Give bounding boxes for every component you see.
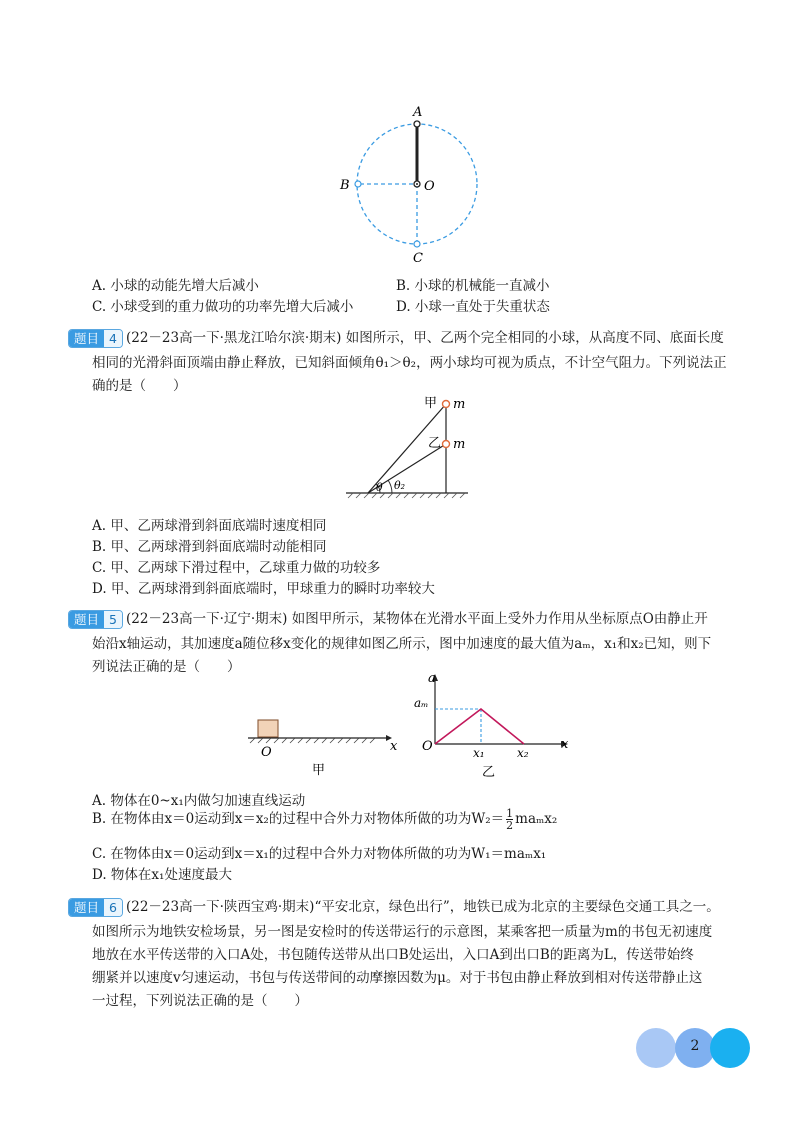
- q6-badge-number: 6: [104, 899, 122, 916]
- label-o: O: [424, 179, 435, 194]
- q5-option-d: D. 物体在x₁处速度最大: [92, 867, 232, 883]
- fraction-half: [506, 808, 513, 831]
- q4-line-1: (22－23高一下·黑龙江哈尔滨·期末) 如图所示，甲、乙两个完全相同的小球，从高度不同、底面长度: [125, 330, 724, 346]
- ball-yi: [443, 441, 450, 448]
- yi-label-x1: x₁: [473, 746, 485, 760]
- q3-option-d: D. 小球一直处于失重状态: [396, 299, 550, 315]
- incline-figure: [340, 390, 480, 500]
- q4-line-2: 相同的光滑斜面顶端由静止释放，已知斜面倾角θ₁＞θ₂，两小球均可视为质点，不计空气阻力。下列说法正: [92, 355, 727, 371]
- q5-badge: [68, 610, 123, 629]
- label-jia: 甲: [424, 396, 438, 411]
- label-c: C: [413, 251, 423, 266]
- fraction-numerator: 1: [506, 807, 514, 820]
- q6-line-4: 绷紧并以速度v匀速运动，书包与传送带间的动摩擦因数为μ。对于书包由静止释放到相对传送带静止这: [92, 970, 703, 986]
- q3-option-c: C. 小球受到的重力做功的功率先增大后减小: [92, 299, 354, 315]
- q4-badge-label: 题目: [69, 330, 104, 347]
- angle-arc-2: [388, 480, 392, 493]
- q4-badge-number: 4: [104, 330, 122, 347]
- q6-line-3: 地放在水平传送带的入口A处，书包随传送带从出口B处运出，入口A到出口B的距离为L，传送带始终: [92, 947, 694, 963]
- jia-label-o: O: [261, 745, 272, 760]
- q5-line-3: 列说法正确的是（ ）: [92, 659, 241, 675]
- yi-caption: 乙: [482, 765, 496, 780]
- q6-badge-label: 题目: [69, 899, 104, 916]
- page-circle-left: [636, 1028, 676, 1068]
- point-o-dot: [416, 183, 418, 185]
- q6-line-5: 一过程，下列说法正确的是（ ）: [92, 993, 308, 1009]
- page-number: 2: [690, 1038, 700, 1054]
- q5-badge-number: 5: [104, 611, 122, 628]
- q5-head: [68, 607, 708, 629]
- q5-line-1: (22－23高一下·辽宁·期末) 如图甲所示，某物体在光滑水平面上受外力作用从坐标原点O由静止开: [125, 611, 708, 627]
- label-m1: m: [453, 397, 466, 412]
- q5-option-b-text: B. 在物体由x＝0运动到x＝x₂的过程中合外力对物体所做的功为W₂＝: [92, 811, 505, 827]
- q5-option-b: [92, 807, 557, 831]
- yi-label-a: a: [428, 671, 436, 686]
- point-c: [414, 241, 420, 247]
- figure-yi: [410, 670, 580, 782]
- circle-figure: [330, 100, 500, 270]
- q6-line-1: (22－23高一下·陕西宝鸡·期末)“平安北京，绿色出行”，地铁已成为北京的主要绿色交通工具之一。: [125, 899, 720, 915]
- q6-line-2: 如图所示为地铁安检场景，另一图是安检时的传送带运行的示意图，某乘客把一质量为m的书包无初速度: [92, 924, 713, 940]
- label-yi: 乙: [428, 436, 442, 451]
- label-a: A: [413, 105, 423, 120]
- q4-badge: [68, 329, 123, 348]
- jia-hatch: [250, 738, 375, 743]
- label-theta1: θ: [376, 481, 383, 494]
- q3-option-b: B. 小球的机械能一直减小: [396, 278, 550, 294]
- jia-label-x: x: [390, 739, 398, 754]
- point-b: [355, 181, 361, 187]
- q5-line-2: 始沿x轴运动，其加速度a随位移x变化的规律如图乙所示，图中加速度的最大值为aₘ，x₁和x₂已知，则下: [92, 636, 712, 652]
- q5-option-b-tail: maₘx₂: [515, 811, 558, 827]
- yi-label-x: x: [561, 737, 569, 752]
- q4-option-a: A. 甲、乙两球滑到斜面底端时速度相同: [92, 518, 327, 534]
- q4-option-d: D. 甲、乙两球滑到斜面底端时，甲球重力的瞬时功率较大: [92, 581, 435, 597]
- object-block: [258, 720, 278, 737]
- yi-label-x2: x₂: [517, 746, 529, 760]
- figure-jia: [240, 710, 410, 780]
- yi-curve: [435, 709, 524, 744]
- ground-hatch: [348, 493, 465, 498]
- q4-line-3: 确的是（ ）: [92, 378, 187, 394]
- q3-option-a: A. 小球的动能先增大后减小: [92, 278, 259, 294]
- label-b: B: [340, 178, 350, 193]
- label-m2: m: [453, 437, 466, 452]
- yi-label-am: aₘ: [414, 696, 429, 710]
- q4-option-c: C. 甲、乙两球下滑过程中，乙球重力做的功较多: [92, 560, 381, 576]
- q6-badge: [68, 898, 123, 917]
- q4-option-b: B. 甲、乙两球滑到斜面底端时动能相同: [92, 539, 327, 555]
- q4-head: [68, 326, 724, 348]
- q6-head: [68, 895, 720, 917]
- q5-badge-label: 题目: [69, 611, 104, 628]
- label-theta2: θ₂: [394, 479, 406, 492]
- q5-option-c: C. 在物体由x＝0运动到x＝x₁的过程中合外力对物体所做的功为W₁＝maₘx₁: [92, 846, 547, 862]
- page-circle-right: [710, 1028, 750, 1068]
- fraction-denominator: 2: [506, 819, 514, 832]
- yi-label-o: O: [422, 739, 433, 754]
- q5-option-a: A. 物体在0~x₁内做匀加速直线运动: [92, 793, 306, 809]
- ball-jia: [443, 401, 450, 408]
- jia-caption: 甲: [312, 763, 326, 778]
- point-a: [414, 121, 420, 127]
